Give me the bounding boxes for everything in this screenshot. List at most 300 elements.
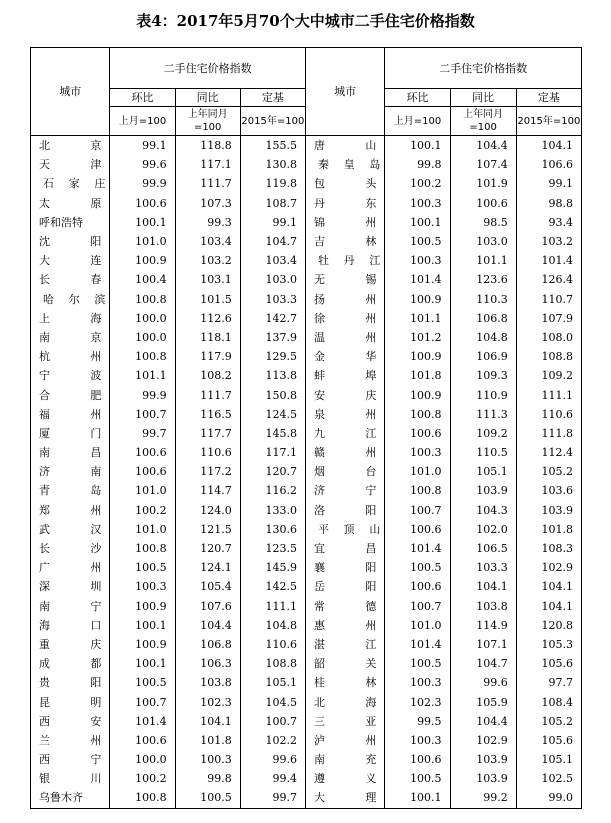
fixed-value-left: 142.7 bbox=[240, 309, 305, 328]
city-name-left bbox=[31, 290, 110, 309]
yoy-value-right: 123.6 bbox=[450, 270, 516, 289]
yoy-value-right: 104.3 bbox=[450, 501, 516, 520]
city-text-right: 洛 阳 bbox=[313, 503, 377, 517]
city-text-right: 岳 阳 bbox=[313, 580, 377, 594]
city-text-right: 湛 江 bbox=[313, 637, 377, 651]
mom-value-right: 100.3 bbox=[385, 443, 450, 462]
city-name-right bbox=[305, 194, 384, 213]
city-text-left: 昆 明 bbox=[39, 695, 102, 709]
city-text-left: 北 京 bbox=[39, 139, 102, 153]
fixed-value-left: 124.5 bbox=[240, 405, 305, 424]
table-row bbox=[31, 616, 582, 635]
mom-value-left: 100.4 bbox=[110, 270, 175, 289]
mom-value-right: 100.5 bbox=[385, 654, 450, 673]
city-text-right: 徐 州 bbox=[313, 311, 377, 325]
city-text-left: 西 宁 bbox=[39, 753, 102, 767]
fixed-value-right: 108.4 bbox=[516, 692, 581, 711]
yoy-value-left: 106.8 bbox=[175, 635, 240, 654]
yoy-value-left: 118.8 bbox=[175, 136, 240, 156]
mom-value-left: 100.1 bbox=[110, 213, 175, 232]
city-name-left bbox=[31, 136, 110, 156]
city-text-right: 秦 皇 岛 bbox=[317, 158, 381, 172]
yoy-value-left: 114.7 bbox=[175, 481, 240, 500]
city-name-right bbox=[305, 788, 384, 808]
yoy-value-left: 111.7 bbox=[175, 385, 240, 404]
city-name-right bbox=[305, 385, 384, 404]
table-row bbox=[31, 136, 582, 156]
yoy-value-right: 103.9 bbox=[450, 750, 516, 769]
mom-value-right: 100.1 bbox=[385, 788, 450, 808]
mom-value-right: 101.0 bbox=[385, 462, 450, 481]
fixed-value-right: 111.8 bbox=[516, 424, 581, 443]
mom-value-right: 100.3 bbox=[385, 251, 450, 270]
yoy-value-left: 104.1 bbox=[175, 712, 240, 731]
yoy-value-right: 109.2 bbox=[450, 424, 516, 443]
yoy-value-right: 103.3 bbox=[450, 558, 516, 577]
fixed-value-right: 105.6 bbox=[516, 654, 581, 673]
mom-value-left: 101.1 bbox=[110, 366, 175, 385]
city-name-right bbox=[305, 155, 384, 174]
fixed-value-left: 130.6 bbox=[240, 520, 305, 539]
yoy-value-right: 103.8 bbox=[450, 597, 516, 616]
city-text-right: 赣 州 bbox=[313, 446, 377, 460]
yoy-value-left: 111.7 bbox=[175, 174, 240, 193]
yoy-value-right: 102.0 bbox=[450, 520, 516, 539]
mom-value-left: 100.2 bbox=[110, 769, 175, 788]
city-text-left: 银 川 bbox=[39, 772, 102, 786]
city-name-left bbox=[31, 309, 110, 328]
fixed-value-right: 103.9 bbox=[516, 501, 581, 520]
yoy-value-right: 105.1 bbox=[450, 462, 516, 481]
city-text-left: 太 原 bbox=[39, 196, 102, 210]
table-body bbox=[31, 136, 582, 809]
city-text-left: 深 圳 bbox=[39, 580, 102, 594]
mom-value-right: 100.8 bbox=[385, 405, 450, 424]
city-name-left bbox=[31, 155, 110, 174]
fixed-value-left: 103.3 bbox=[240, 290, 305, 309]
yoy-value-right: 106.8 bbox=[450, 309, 516, 328]
city-text-left: 武 汉 bbox=[39, 522, 102, 536]
fixed-value-right: 126.4 bbox=[516, 270, 581, 289]
fixed-value-left: 104.7 bbox=[240, 232, 305, 251]
city-name-right bbox=[305, 558, 384, 577]
mom-value-left: 99.1 bbox=[110, 136, 175, 156]
table-row bbox=[31, 692, 582, 711]
mom-value-right: 100.7 bbox=[385, 597, 450, 616]
city-name-right bbox=[305, 577, 384, 596]
yoy-value-right: 110.9 bbox=[450, 385, 516, 404]
city-text-left: 南 昌 bbox=[39, 446, 102, 460]
mom-value-left: 100.2 bbox=[110, 501, 175, 520]
fixed-value-right: 110.7 bbox=[516, 290, 581, 309]
city-name-left bbox=[31, 385, 110, 404]
table-row bbox=[31, 577, 582, 596]
mom-value-left: 100.6 bbox=[110, 462, 175, 481]
table-row bbox=[31, 635, 582, 654]
city-name-right bbox=[305, 232, 384, 251]
fixed-value-right: 104.1 bbox=[516, 597, 581, 616]
fixed-value-left: 99.1 bbox=[240, 213, 305, 232]
city-text-right: 平 顶 山 bbox=[317, 522, 381, 536]
mom-value-left: 100.5 bbox=[110, 673, 175, 692]
city-text-left: 大 连 bbox=[39, 254, 102, 268]
fixed-sub-left: 2015年=100 bbox=[240, 107, 305, 136]
yoy-value-right: 104.8 bbox=[450, 328, 516, 347]
group-header-left: 二手住宅价格指数 bbox=[110, 48, 306, 89]
city-text-right: 宜 昌 bbox=[313, 542, 377, 556]
city-text-right: 济 宁 bbox=[313, 484, 377, 498]
fixed-value-right: 97.7 bbox=[516, 673, 581, 692]
city-name-right bbox=[305, 501, 384, 520]
yoy-value-left: 116.5 bbox=[175, 405, 240, 424]
table-row bbox=[31, 270, 582, 289]
yoy-value-right: 105.9 bbox=[450, 692, 516, 711]
mom-value-left: 100.6 bbox=[110, 443, 175, 462]
city-text-left: 上 海 bbox=[39, 311, 102, 325]
yoy-value-left: 106.3 bbox=[175, 654, 240, 673]
city-name-right bbox=[305, 366, 384, 385]
city-name-right bbox=[305, 424, 384, 443]
fixed-value-left: 142.5 bbox=[240, 577, 305, 596]
table-row bbox=[31, 462, 582, 481]
city-name-left bbox=[31, 712, 110, 731]
fixed-value-left: 108.7 bbox=[240, 194, 305, 213]
mom-value-right: 100.9 bbox=[385, 347, 450, 366]
yoy-value-left: 108.2 bbox=[175, 366, 240, 385]
table-row bbox=[31, 597, 582, 616]
yoy-value-left: 100.5 bbox=[175, 788, 240, 808]
city-name-left bbox=[31, 174, 110, 193]
yoy-value-right: 104.4 bbox=[450, 712, 516, 731]
mom-value-right: 101.4 bbox=[385, 270, 450, 289]
mom-value-left: 100.5 bbox=[110, 558, 175, 577]
mom-value-right: 100.6 bbox=[385, 424, 450, 443]
table-row bbox=[31, 481, 582, 500]
yoy-value-left: 112.6 bbox=[175, 309, 240, 328]
city-text-left: 长 沙 bbox=[39, 542, 102, 556]
yoy-value-right: 109.3 bbox=[450, 366, 516, 385]
city-name-left bbox=[31, 232, 110, 251]
city-text-left: 成 都 bbox=[39, 657, 102, 671]
fixed-value-left: 155.5 bbox=[240, 136, 305, 156]
yoy-value-right: 101.1 bbox=[450, 251, 516, 270]
city-name-left bbox=[31, 750, 110, 769]
yoy-value-left: 99.8 bbox=[175, 769, 240, 788]
yoy-value-right: 103.9 bbox=[450, 769, 516, 788]
yoy-value-right: 114.9 bbox=[450, 616, 516, 635]
table-row bbox=[31, 174, 582, 193]
mom-value-left: 100.0 bbox=[110, 328, 175, 347]
fixed-value-right: 105.6 bbox=[516, 731, 581, 750]
city-name-left bbox=[31, 405, 110, 424]
fixed-value-right: 102.5 bbox=[516, 769, 581, 788]
fixed-header-left: 定基 bbox=[240, 89, 305, 107]
fixed-value-right: 93.4 bbox=[516, 213, 581, 232]
yoy-sub-right: 上年同月=100 bbox=[450, 107, 516, 136]
yoy-value-left: 117.9 bbox=[175, 347, 240, 366]
table-row bbox=[31, 558, 582, 577]
city-name-left bbox=[31, 788, 110, 808]
city-name-right bbox=[305, 213, 384, 232]
city-name-left bbox=[31, 558, 110, 577]
city-text-left: 石 家 庄 bbox=[43, 177, 106, 191]
mom-value-left: 99.7 bbox=[110, 424, 175, 443]
group-header-right: 二手住宅价格指数 bbox=[385, 48, 582, 89]
city-name-left bbox=[31, 270, 110, 289]
city-text-left: 乌鲁木齐 bbox=[39, 791, 83, 805]
mom-value-left: 99.9 bbox=[110, 174, 175, 193]
mom-value-left: 100.9 bbox=[110, 597, 175, 616]
yoy-value-right: 103.9 bbox=[450, 481, 516, 500]
yoy-value-left: 124.0 bbox=[175, 501, 240, 520]
fixed-value-left: 150.8 bbox=[240, 385, 305, 404]
fixed-value-right: 105.2 bbox=[516, 712, 581, 731]
yoy-value-left: 105.4 bbox=[175, 577, 240, 596]
city-name-right bbox=[305, 731, 384, 750]
city-text-left: 贵 阳 bbox=[39, 676, 102, 690]
fixed-value-right: 109.2 bbox=[516, 366, 581, 385]
mom-value-right: 100.6 bbox=[385, 577, 450, 596]
table-row bbox=[31, 520, 582, 539]
yoy-value-right: 104.1 bbox=[450, 577, 516, 596]
city-text-right: 九 江 bbox=[313, 426, 377, 440]
city-name-right bbox=[305, 174, 384, 193]
mom-value-right: 100.6 bbox=[385, 520, 450, 539]
city-name-left bbox=[31, 366, 110, 385]
fixed-value-right: 108.0 bbox=[516, 328, 581, 347]
mom-value-right: 101.4 bbox=[385, 635, 450, 654]
table-title: 表4：2017年5月70个大中城市二手住宅价格指数 bbox=[136, 12, 475, 30]
fixed-header-right: 定基 bbox=[516, 89, 581, 107]
city-text-left: 长 春 bbox=[39, 273, 102, 287]
yoy-value-left: 99.3 bbox=[175, 213, 240, 232]
fixed-value-right: 111.1 bbox=[516, 385, 581, 404]
fixed-value-right: 112.4 bbox=[516, 443, 581, 462]
yoy-value-left: 124.1 bbox=[175, 558, 240, 577]
mom-value-left: 100.8 bbox=[110, 788, 175, 808]
city-text-right: 韶 关 bbox=[313, 657, 377, 671]
city-text-left: 重 庆 bbox=[39, 637, 102, 651]
city-text-left: 西 安 bbox=[39, 714, 102, 728]
fixed-value-right: 120.8 bbox=[516, 616, 581, 635]
fixed-value-right: 108.3 bbox=[516, 539, 581, 558]
fixed-value-left: 108.8 bbox=[240, 654, 305, 673]
table-row bbox=[31, 788, 582, 808]
mom-value-left: 101.4 bbox=[110, 712, 175, 731]
yoy-value-right: 100.6 bbox=[450, 194, 516, 213]
yoy-value-right: 103.0 bbox=[450, 232, 516, 251]
mom-value-left: 99.9 bbox=[110, 385, 175, 404]
city-name-right bbox=[305, 635, 384, 654]
fixed-value-left: 105.1 bbox=[240, 673, 305, 692]
fixed-value-right: 105.1 bbox=[516, 750, 581, 769]
mom-value-right: 100.6 bbox=[385, 750, 450, 769]
yoy-sub-left: 上年同月=100 bbox=[175, 107, 240, 136]
mom-value-right: 100.9 bbox=[385, 385, 450, 404]
mom-value-right: 100.5 bbox=[385, 558, 450, 577]
city-name-right bbox=[305, 750, 384, 769]
fixed-value-right: 102.9 bbox=[516, 558, 581, 577]
mom-value-right: 99.5 bbox=[385, 712, 450, 731]
mom-value-right: 100.1 bbox=[385, 213, 450, 232]
mom-value-left: 100.8 bbox=[110, 539, 175, 558]
city-name-right bbox=[305, 328, 384, 347]
table-row bbox=[31, 290, 582, 309]
city-text-right: 襄 阳 bbox=[313, 561, 377, 575]
table-row bbox=[31, 347, 582, 366]
mom-value-right: 100.9 bbox=[385, 290, 450, 309]
city-name-left bbox=[31, 731, 110, 750]
city-name-right bbox=[305, 136, 384, 156]
table-row bbox=[31, 251, 582, 270]
fixed-value-left: 145.8 bbox=[240, 424, 305, 443]
city-name-right bbox=[305, 270, 384, 289]
fixed-value-left: 103.4 bbox=[240, 251, 305, 270]
city-text-right: 吉 林 bbox=[313, 235, 377, 249]
table-row bbox=[31, 769, 582, 788]
fixed-value-left: 111.1 bbox=[240, 597, 305, 616]
city-text-right: 桂 林 bbox=[313, 676, 377, 690]
mom-value-left: 100.7 bbox=[110, 405, 175, 424]
mom-value-right: 101.4 bbox=[385, 539, 450, 558]
yoy-value-right: 110.5 bbox=[450, 443, 516, 462]
mom-value-right: 99.8 bbox=[385, 155, 450, 174]
yoy-value-left: 101.8 bbox=[175, 731, 240, 750]
city-text-left: 哈 尔 滨 bbox=[43, 292, 106, 306]
fixed-value-right: 99.0 bbox=[516, 788, 581, 808]
table-row bbox=[31, 654, 582, 673]
city-name-left bbox=[31, 347, 110, 366]
yoy-value-right: 99.2 bbox=[450, 788, 516, 808]
city-name-left bbox=[31, 520, 110, 539]
mom-value-left: 100.6 bbox=[110, 194, 175, 213]
city-name-right bbox=[305, 539, 384, 558]
city-name-left bbox=[31, 251, 110, 270]
city-text-right: 遵 义 bbox=[313, 772, 377, 786]
mom-value-right: 100.5 bbox=[385, 232, 450, 251]
city-text-left: 青 岛 bbox=[39, 484, 102, 498]
table-row bbox=[31, 443, 582, 462]
fixed-value-left: 103.0 bbox=[240, 270, 305, 289]
table-row bbox=[31, 405, 582, 424]
city-text-right: 泸 州 bbox=[313, 733, 377, 747]
yoy-value-right: 104.7 bbox=[450, 654, 516, 673]
city-name-left bbox=[31, 635, 110, 654]
city-text-right: 包 头 bbox=[313, 177, 377, 191]
city-text-right: 丹 东 bbox=[313, 196, 377, 210]
city-text-left: 合 肥 bbox=[39, 388, 102, 402]
city-text-left: 厦 门 bbox=[39, 426, 102, 440]
fixed-value-right: 108.8 bbox=[516, 347, 581, 366]
yoy-value-right: 107.4 bbox=[450, 155, 516, 174]
city-name-right bbox=[305, 290, 384, 309]
mom-value-right: 101.2 bbox=[385, 328, 450, 347]
yoy-value-left: 101.5 bbox=[175, 290, 240, 309]
fixed-value-left: 123.5 bbox=[240, 539, 305, 558]
fixed-value-left: 129.5 bbox=[240, 347, 305, 366]
city-text-right: 锦 州 bbox=[313, 215, 377, 229]
city-text-right: 大 理 bbox=[313, 791, 377, 805]
fixed-value-left: 145.9 bbox=[240, 558, 305, 577]
mom-value-left: 100.1 bbox=[110, 654, 175, 673]
city-name-right bbox=[305, 443, 384, 462]
mom-value-right: 100.3 bbox=[385, 194, 450, 213]
table-row bbox=[31, 213, 582, 232]
yoy-value-left: 117.2 bbox=[175, 462, 240, 481]
city-name-right bbox=[305, 673, 384, 692]
city-name-right bbox=[305, 769, 384, 788]
city-name-right bbox=[305, 405, 384, 424]
fixed-value-left: 137.9 bbox=[240, 328, 305, 347]
yoy-value-right: 98.5 bbox=[450, 213, 516, 232]
fixed-value-right: 106.6 bbox=[516, 155, 581, 174]
table-row bbox=[31, 501, 582, 520]
city-name-right bbox=[305, 481, 384, 500]
yoy-value-right: 107.1 bbox=[450, 635, 516, 654]
city-text-right: 北 海 bbox=[313, 695, 377, 709]
city-name-right bbox=[305, 347, 384, 366]
table-row bbox=[31, 731, 582, 750]
fixed-value-right: 103.2 bbox=[516, 232, 581, 251]
mom-value-left: 100.8 bbox=[110, 290, 175, 309]
city-text-right: 三 亚 bbox=[313, 714, 377, 728]
city-text-left: 南 宁 bbox=[39, 599, 102, 613]
yoy-value-left: 120.7 bbox=[175, 539, 240, 558]
mom-value-right: 100.5 bbox=[385, 769, 450, 788]
city-text-left: 济 南 bbox=[39, 465, 102, 479]
city-text-left: 沈 阳 bbox=[39, 235, 102, 249]
table-row bbox=[31, 750, 582, 769]
city-text-right: 蚌 埠 bbox=[313, 369, 377, 383]
city-name-right bbox=[305, 462, 384, 481]
city-name-left bbox=[31, 328, 110, 347]
mom-value-left: 100.8 bbox=[110, 347, 175, 366]
fixed-value-left: 130.8 bbox=[240, 155, 305, 174]
city-name-left bbox=[31, 597, 110, 616]
mom-value-right: 100.3 bbox=[385, 673, 450, 692]
yoy-value-right: 102.9 bbox=[450, 731, 516, 750]
city-text-right: 温 州 bbox=[313, 330, 377, 344]
mom-value-right: 102.3 bbox=[385, 692, 450, 711]
yoy-value-left: 104.4 bbox=[175, 616, 240, 635]
yoy-value-right: 111.3 bbox=[450, 405, 516, 424]
table-row bbox=[31, 328, 582, 347]
mom-value-left: 101.0 bbox=[110, 481, 175, 500]
fixed-sub-right: 2015年=100 bbox=[516, 107, 581, 136]
city-text-left: 呼和浩特 bbox=[39, 215, 83, 229]
city-text-left: 海 口 bbox=[39, 618, 102, 632]
mom-value-left: 100.1 bbox=[110, 616, 175, 635]
mom-value-right: 101.1 bbox=[385, 309, 450, 328]
city-text-right: 惠 州 bbox=[313, 618, 377, 632]
city-text-right: 无 锡 bbox=[313, 273, 377, 287]
fixed-value-right: 101.4 bbox=[516, 251, 581, 270]
fixed-value-right: 105.3 bbox=[516, 635, 581, 654]
table-row bbox=[31, 309, 582, 328]
mom-sub-right: 上月=100 bbox=[385, 107, 450, 136]
city-name-left bbox=[31, 539, 110, 558]
yoy-value-right: 110.3 bbox=[450, 290, 516, 309]
city-name-left bbox=[31, 194, 110, 213]
fixed-value-left: 120.7 bbox=[240, 462, 305, 481]
city-text-right: 安 庆 bbox=[313, 388, 377, 402]
city-text-right: 泉 州 bbox=[313, 407, 377, 421]
mom-value-left: 99.6 bbox=[110, 155, 175, 174]
fixed-value-left: 116.2 bbox=[240, 481, 305, 500]
city-text-left: 福 州 bbox=[39, 407, 102, 421]
city-name-left bbox=[31, 673, 110, 692]
mom-header-left: 环比 bbox=[110, 89, 175, 107]
